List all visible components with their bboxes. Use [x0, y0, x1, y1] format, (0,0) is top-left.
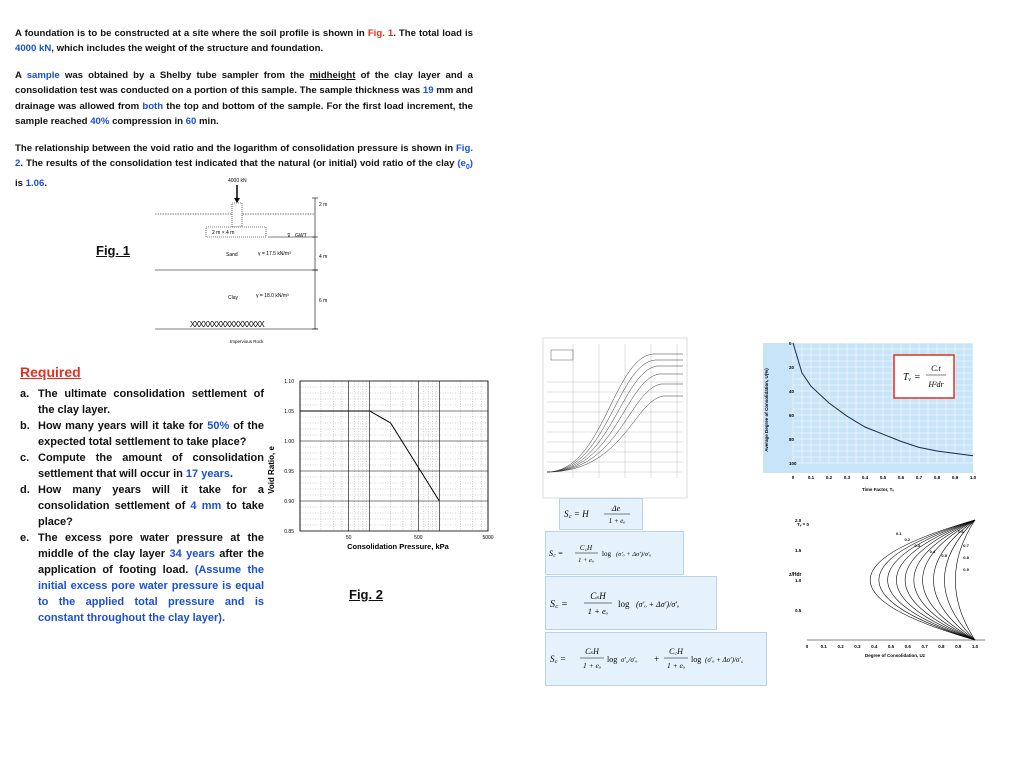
required-list — [20, 386, 264, 626]
e0-close: ) — [469, 158, 473, 170]
uv-xtick-label: 0.5 — [879, 475, 887, 480]
uv-ytick-label: 40 — [789, 389, 795, 394]
isochrone-curve — [944, 520, 975, 640]
thickness-value: 19 — [422, 85, 434, 97]
depth-4m-label: 4 m — [319, 254, 328, 260]
isochrone-label: 0.4 — [929, 549, 936, 554]
iso-xtick-label: 0.6 — [904, 644, 911, 649]
eq3-den: 1 + eₒ — [587, 606, 609, 616]
fig1-soil-profile — [150, 172, 340, 347]
question-e — [20, 530, 264, 626]
eq3-num: CₛH — [590, 591, 606, 601]
question-text: after the application of footing load. — [38, 548, 264, 576]
fig2-ytick-label: 1.00 — [284, 439, 294, 445]
isochrone-label: 0.1 — [896, 531, 902, 536]
fig2-xtick-label: 500 — [414, 535, 423, 541]
uv-ytick-label: 100 — [789, 461, 797, 466]
tv-num: Cᵥt — [931, 364, 941, 373]
eq4-plus: + — [654, 654, 660, 664]
eq1-lhs: S꜀ = H — [564, 509, 589, 519]
iso-xtick-label: 0.4 — [871, 644, 878, 649]
intro-paragraph-2 — [15, 68, 473, 129]
iso-ytick-label: 0.5 — [795, 608, 802, 613]
question-label: e. — [20, 532, 30, 544]
time-value: 60 — [185, 115, 197, 127]
eq4-num2: C꜀H — [669, 647, 683, 656]
fig2-ytick-label: 1.05 — [284, 409, 294, 415]
isochrone-label: 0.8 — [963, 555, 969, 560]
intro-text: . — [44, 177, 48, 189]
eq4-log1: log — [607, 655, 618, 664]
midheight-word: midheight — [309, 70, 356, 81]
iso-curves — [870, 520, 975, 640]
intro-paragraph-1 — [15, 26, 473, 57]
uv-xtick-label: 0.3 — [843, 475, 851, 480]
fig2-xtick-label: 50 — [345, 535, 352, 541]
iso-xtick-label: 1.0 — [971, 644, 979, 649]
question-label: a. — [20, 388, 30, 400]
isochrone-label: 0.3 — [914, 543, 921, 548]
eq4-den2: 1 + eₒ — [666, 661, 686, 670]
intro-text: , which includes the weight of the structure and foundation. — [51, 43, 324, 55]
question-value: 34 years — [169, 548, 215, 560]
question-d — [20, 482, 264, 530]
void-ratio-value: 1.06 — [25, 177, 45, 189]
fig2-xlabel: Consolidation Pressure, kPa — [347, 542, 449, 551]
iso-ytick-label: 1.5 — [795, 548, 802, 553]
eq3-svg — [546, 577, 716, 629]
eq2-den: 1 + eₒ — [578, 557, 594, 564]
equation-sc-cs — [545, 576, 717, 630]
eq4-log2: log — [691, 655, 702, 664]
isochrone-label: 0.7 — [963, 543, 969, 548]
uv-xlabel: Time Factor, Tᵥ — [861, 487, 895, 492]
fig2-ylabel: Void Ratio, e — [267, 446, 276, 494]
eq4-num1: CₛH — [585, 647, 599, 656]
sand-unit-weight: γ = 17.5 kN/m³ — [258, 251, 291, 257]
sand-label: Sand — [226, 252, 238, 258]
fig2-xtick-label: 5000 — [482, 535, 494, 541]
iso-xtick-label: 0.8 — [938, 644, 945, 649]
question-label: d. — [20, 484, 30, 496]
rock-hatch: XXXXXXXXXXXXXXXXX — [190, 320, 264, 329]
eq2-lhs: S꜀ = — [549, 549, 564, 558]
clay-unit-weight: γ = 18.0 kN/m³ — [256, 293, 289, 299]
iso-xtick-label: 0.5 — [887, 644, 895, 649]
u-vs-tv-chart — [760, 335, 980, 495]
fig2-ytick-label: 1.10 — [284, 379, 294, 385]
iso-xtick-label: 0.9 — [955, 644, 962, 649]
question-assumption: (Assume the initial excess pore water pressure is equal to the applied total pressure and is constant throughout the clay layer). — [38, 564, 264, 624]
fig2-reference: Fig. 2 — [15, 143, 473, 170]
fig1-reference: Fig. 1 — [367, 28, 394, 39]
uv-xtick-label: 0.7 — [915, 475, 923, 480]
eq4-arg2: (σ′ₒ + Δσ′)/σ′꜀ — [705, 656, 744, 664]
question-value: 17 years — [185, 468, 230, 480]
isochrone-curve — [955, 520, 975, 640]
question-text: How many years will it take for a consolidation settlement of — [38, 484, 264, 512]
depth-6m-label: 6 m — [319, 298, 328, 304]
fig2-ytick-label: 0.90 — [284, 499, 294, 505]
uv-xtick-label: 0.6 — [897, 475, 905, 480]
uv-ylabel-svg — [760, 340, 772, 470]
eq2-svg — [546, 532, 683, 574]
thumbnail-border — [543, 338, 687, 498]
iso-ytick-label: 2.0 — [795, 518, 802, 523]
intro-text: A — [15, 70, 27, 81]
intro-text: is — [15, 177, 26, 189]
load-value: 4000 kN — [15, 43, 52, 55]
intro-text: the top and bottom of the sample. For the first load increment, the sample reached — [15, 100, 473, 127]
uv-xtick-label: 0.4 — [861, 475, 869, 480]
question-label: c. — [20, 452, 30, 464]
fig2-e-logp-chart — [268, 375, 498, 555]
isochrone-label: 0.2 — [904, 537, 911, 542]
iso-xtick-label: 0 — [805, 644, 809, 649]
question-text: to take place? — [38, 500, 264, 528]
question-b — [20, 418, 264, 450]
isochrone-label: 0.5 — [941, 553, 947, 559]
iso-xtick-label: 0.1 — [820, 644, 827, 649]
uv-xtick-label: 0.8 — [933, 475, 941, 480]
eq4-arg1: σ′꜀/σ′ₒ — [621, 656, 638, 664]
eq3-lhs: S꜀ = — [550, 599, 568, 610]
eq1-den: 1 + eₒ — [608, 517, 626, 525]
intro-text: was obtained by a Shelby tube sampler from the — [59, 70, 310, 81]
equation-sc-overconsolidated — [545, 632, 767, 686]
eq2-num: C꜀H — [579, 544, 593, 552]
eq3-arg: (σ′ₒ + Δσ′)/σ′ₒ — [636, 600, 680, 609]
fig1-load-label: 4000 kN — [228, 178, 247, 184]
question-label: b. — [20, 420, 30, 432]
uv-xtick-label: 0 — [791, 475, 795, 480]
footing-column — [232, 203, 242, 227]
fig2-ytick-label: 0.95 — [284, 469, 294, 475]
isochrone-curve — [888, 520, 975, 640]
uv-ytick-label: 80 — [789, 437, 795, 442]
eq2-log: log — [602, 550, 611, 558]
fig1-label: Fig. 1 — [96, 243, 130, 258]
consolidation-chart-thumbnail — [543, 338, 687, 498]
fig2-label: Fig. 2 — [349, 587, 383, 602]
uv-xtick-label: 1.0 — [969, 475, 977, 480]
fig2-frame — [300, 381, 488, 531]
question-text: The ultimate consolidation settlement of the clay layer. — [38, 388, 264, 416]
required-title: Required — [20, 364, 81, 380]
iso-xtick-label: 0.3 — [854, 644, 861, 649]
iso-ylabel: z/Hdr — [789, 572, 802, 578]
both-word: both — [142, 100, 164, 112]
sample-word: sample — [26, 70, 60, 81]
eq1-num: Δe — [611, 504, 621, 513]
eq1-svg — [560, 499, 642, 529]
intro-text: . The total load is — [393, 28, 473, 39]
gwt-symbol: ⊽ — [287, 233, 291, 239]
question-text: . — [229, 468, 234, 480]
tv-den: H²dr — [928, 380, 944, 389]
uv-xtick-label: 0.2 — [825, 475, 833, 480]
fig2-ytick-label: 0.85 — [284, 529, 294, 535]
e0-symbol: (e — [457, 158, 466, 170]
uv-xtick-label: 0.1 — [807, 475, 815, 480]
question-text: How many years will it take for — [38, 420, 208, 432]
question-value: 4 mm — [190, 500, 222, 512]
iso-xtick-label: 0.2 — [837, 644, 844, 649]
depth-2m-label: 2 m — [319, 202, 328, 208]
intro-text: . The results of the consolidation test indicated that the natural (or initial) void ratio of the clay — [20, 158, 458, 170]
iso-ytick-label: 1.0 — [795, 578, 802, 583]
compression-percent: 40% — [90, 115, 110, 127]
question-text: of the expected total settlement to take place? — [38, 420, 264, 448]
uv-ytick-label: 20 — [789, 365, 795, 370]
question-text: Compute the amount of consolidation settlement that will occur in — [38, 452, 264, 480]
intro-text: compression in — [109, 115, 186, 127]
uv-xtick-label: 0.9 — [951, 475, 959, 480]
uv-ylabel: Average Degree of Consolidation, U(%) — [764, 368, 769, 452]
eq4-svg — [546, 633, 766, 685]
intro-text: min. — [196, 115, 219, 127]
gwt-label: GWT — [295, 233, 307, 239]
question-c — [20, 450, 264, 482]
intro-text: The relationship between the void ratio and the logarithm of consolidation pressure is shown in — [15, 143, 456, 154]
question-text: The excess pore water pressure at the middle of the clay layer — [38, 532, 264, 560]
uv-ytick-label: 60 — [789, 413, 795, 418]
question-value: 50% — [207, 420, 230, 432]
isochrone-label: 0.9 — [963, 567, 969, 572]
fig2-grid — [300, 381, 488, 531]
eq3-log: log — [618, 599, 630, 609]
isochrone-label: 0.6 — [958, 529, 964, 535]
isochrone-curve — [905, 520, 975, 640]
load-arrowhead — [234, 198, 240, 203]
e0-subscript: 0 — [465, 164, 470, 172]
eq4-den1: 1 + eₒ — [582, 661, 602, 670]
clay-label: Clay — [228, 295, 239, 301]
isochrone-curve — [879, 520, 975, 640]
uv-ytick-label: 0 — [789, 341, 792, 346]
eq2-arg: (σ′ₒ + Δσ′)/σ′ₒ — [616, 551, 652, 558]
iso-tv0-label: Tᵥ = 0 — [797, 522, 810, 527]
intro-text: of the clay layer and a consolidation test was conducted on a portion of this sample. The sample thickness was — [15, 70, 473, 97]
question-a — [20, 386, 264, 418]
eq4-lhs: S꜀ = — [550, 654, 566, 664]
intro-text: mm and drainage was allowed from — [15, 85, 473, 112]
iso-xlabel: Degree of Consolidation, Uz — [864, 653, 926, 658]
iso-xtick-label: 0.7 — [921, 644, 928, 649]
footing-size-label: 2 m × 4 m — [212, 230, 235, 236]
rock-label: Impervious Rock — [230, 339, 264, 344]
tv-lhs: Tᵥ = — [903, 372, 921, 383]
isochrones-chart — [785, 510, 1000, 665]
equation-sc-delta-e — [559, 498, 643, 530]
equation-sc-cc — [545, 531, 684, 575]
intro-text: A foundation is to be constructed at a site where the soil profile is shown in — [15, 28, 368, 39]
